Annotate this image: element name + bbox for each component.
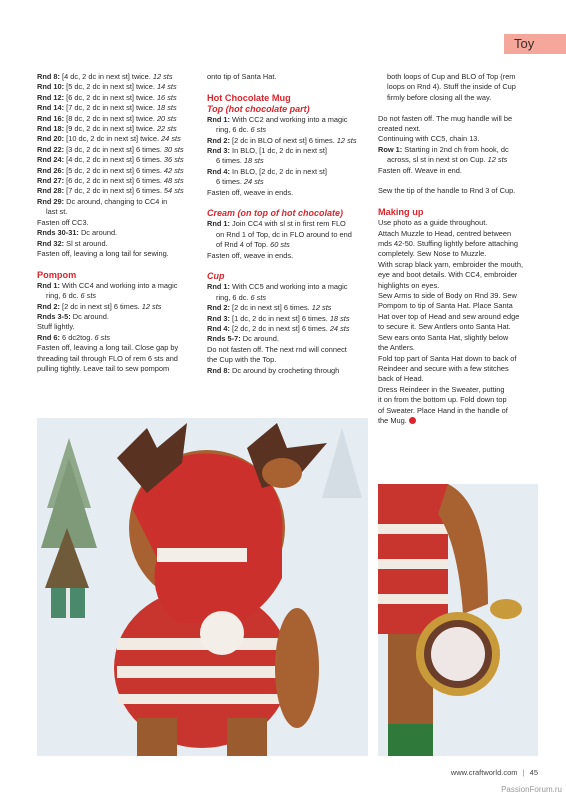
cup-subheading: Cup xyxy=(207,271,225,282)
footer-url: www.craftworld.com xyxy=(450,768,518,777)
pattern-line: firmly before closing all the way. xyxy=(387,92,492,102)
reindeer-back-illustration xyxy=(37,418,368,756)
top-subheading: Top (hot chocolate part) xyxy=(207,103,310,114)
pattern-line: Fasten off, weave in ends. xyxy=(207,187,294,197)
pattern-line: Rnd 20: [10 dc, 2 dc in next st] twice. 24 sts xyxy=(37,134,181,144)
pattern-line: Sew the tip of the handle to Rnd 3 of Cup. xyxy=(378,186,516,196)
page-footer xyxy=(451,768,538,777)
cream-subheading: Cream (on top of hot chocolate) xyxy=(207,208,343,219)
pattern-line: Rnds 30-31: Dc around. xyxy=(37,228,118,238)
end-mark-icon xyxy=(409,417,416,424)
pattern-line: Rnd 4: In BLO, [2 dc, 2 dc in next st] xyxy=(207,166,327,176)
pattern-line: Rnd 3: In BLO, [1 dc, 2 dc in next st] xyxy=(207,146,327,156)
pattern-line: Rnd 1: With CC5 and working into a magic xyxy=(207,282,348,292)
pattern-line: the Mug. xyxy=(378,416,538,426)
pattern-line: created next. xyxy=(378,124,421,134)
pattern-line: Rnd 4: [2 dc, 2 dc in next st] 6 times. 24 sts xyxy=(207,324,350,334)
pattern-line: Stuff lightly. xyxy=(37,322,75,332)
pattern-line: Rnd 6: 6 dc2tog. 6 sts xyxy=(37,332,111,342)
pattern-line: back of Head. xyxy=(378,374,424,384)
pattern-line: Do not fasten off. The next rnd will connect xyxy=(207,344,347,354)
pattern-line: Rnd 28: [7 dc, 2 dc in next st] 6 times. 54 sts xyxy=(37,186,184,196)
pattern-line: across, sl st in next st on Cup. 12 sts xyxy=(387,155,508,165)
pattern-line: Continuing with CC5, chain 13. xyxy=(378,134,480,144)
pattern-line: Rnd 22: [3 dc, 2 dc in next st] 6 times. 30 sts xyxy=(37,144,184,154)
pattern-line: loops on Rnd 4). Stuff the inside of Cup xyxy=(387,82,516,92)
pattern-line: Dress Reindeer in the Sweater, putting xyxy=(378,384,505,394)
pattern-line: Fasten off, weave in ends. xyxy=(207,250,294,260)
pattern-line: last st. xyxy=(46,207,68,217)
footer-separator: | xyxy=(522,768,525,777)
pattern-line: Pompom to tip of Santa Hat. Place Santa xyxy=(378,301,513,311)
pattern-line: Rnd 14: [7 dc, 2 dc in next st] twice. 18 sts xyxy=(37,103,177,113)
pattern-line: of Rnd 4 of Top. 60 sts xyxy=(216,240,290,250)
pattern-line: Attach Muzzle to Head, centred between xyxy=(378,228,512,238)
pattern-line: Rnd 1: Join CC4 with sl st in first rem FLO xyxy=(207,219,346,229)
pattern-line: of Sweater. Place Hand in the handle of xyxy=(378,405,508,415)
pattern-line: 6 times. 24 sts xyxy=(216,177,264,187)
section-tab: Toy xyxy=(504,34,566,54)
pattern-line: onto tip of Santa Hat. xyxy=(207,72,277,81)
column-1 xyxy=(37,72,199,374)
pattern-line: the Cup with the Top. xyxy=(207,355,277,365)
pattern-line: Rnd 2: [2 dc in BLO of next st] 6 times. 12 sts xyxy=(207,135,357,145)
column-3 xyxy=(378,72,538,426)
watermark: PassionForum.ru xyxy=(501,785,562,794)
pattern-line: Fasten off, leaving a long tail. Close gap by xyxy=(37,343,179,353)
pattern-line: ring, 6 dc. 6 sts xyxy=(216,125,267,135)
pattern-line: Fold top part of Santa Hat down to back of xyxy=(378,353,517,363)
pattern-line: Rnd 1: With CC2 and working into a magic xyxy=(207,114,348,124)
pompom-heading: Pompom xyxy=(37,269,77,280)
column-2 xyxy=(207,72,370,376)
reindeer-back-photo xyxy=(37,418,368,756)
pattern-line: threading tail through FLO of rem 6 sts and xyxy=(37,353,178,363)
pattern-line: Rnd 16: [8 dc, 2 dc in next st] twice. 20 sts xyxy=(37,113,177,123)
pattern-line: Rnd 8: Dc around by crocheting through xyxy=(207,365,340,375)
pattern-line: on Rnd 1 of Top, dc in FLO around to end xyxy=(216,229,352,239)
page-number: 45 xyxy=(529,768,538,777)
pattern-line: Rnd 32: Sl st around. xyxy=(37,238,108,248)
pattern-line: it on from the bottom up. Fold down top xyxy=(378,395,507,405)
pattern-line: Sew Arms to side of Body on Rnd 39. Sew xyxy=(378,291,517,301)
pattern-line: With scrap black yarn, embroider the mouth, xyxy=(378,259,523,269)
making-up-heading: Making up xyxy=(378,207,424,218)
pattern-line: to secure it. Sew Antlers onto Santa Hat. xyxy=(378,322,511,332)
pattern-line: Rnd 2: [2 dc in next st] 6 times. 12 sts xyxy=(207,303,332,313)
pattern-line: Rnds 3-5: Dc around. xyxy=(37,311,109,321)
pattern-line: Rnd 2: [2 dc in next st] 6 times. 12 sts xyxy=(37,301,162,311)
pattern-line: both loops of Cup and BLO of Top (rem xyxy=(387,72,516,81)
pattern-line: ring, 6 dc. 6 sts xyxy=(46,291,97,301)
pattern-line: Fasten off. Weave in end. xyxy=(378,165,462,175)
pattern-line: Rnd 24: [4 dc, 2 dc in next st] 6 times. 36 sts xyxy=(37,155,184,165)
pattern-line: completely. Sew Nose to Muzzle. xyxy=(378,249,487,259)
mug-closeup-illustration xyxy=(378,484,538,756)
pattern-line: Hat over top of Head and sew around edge xyxy=(378,311,520,321)
pattern-line: mds 42-50. Stuffing lightly before attaching xyxy=(378,239,518,249)
pattern-line: the Antlers. xyxy=(378,343,415,353)
pattern-line: Rnd 29: Dc around, changing to CC4 in xyxy=(37,196,168,206)
pattern-line: Use photo as a guide throughout. xyxy=(378,218,488,228)
pattern-line: pulling tightly. Leave tail to sew pompom xyxy=(37,363,170,373)
pattern-line: Rnd 10: [5 dc, 2 dc in next st] twice. 14 sts xyxy=(37,82,177,92)
pattern-line: Fasten off, leaving a long tail for sewing. xyxy=(37,248,169,258)
pattern-line: Fasten off CC3. xyxy=(37,217,89,227)
mug-closeup-photo xyxy=(378,484,538,756)
pattern-line: 6 times. 18 sts xyxy=(216,156,264,166)
pattern-line: Rnd 27: [6 dc, 2 dc in next st] 6 times. 48 sts xyxy=(37,176,184,186)
pattern-line: Sew ears onto Santa Hat, slightly below xyxy=(378,332,509,342)
pattern-line: Rnd 26: [5 dc, 2 dc in next st] 6 times. 42 sts xyxy=(37,165,184,175)
pattern-line: Rnd 3: [1 dc, 2 dc in next st] 6 times. 18 sts xyxy=(207,313,350,323)
mug-heading: Hot Chocolate Mug xyxy=(207,92,291,103)
pattern-line: Reindeer and secure with a few stitches xyxy=(378,363,509,373)
pattern-line: Do not fasten off. The mug handle will be xyxy=(378,113,513,123)
pattern-line: highlights on eyes. xyxy=(378,280,440,290)
pattern-line: Row 1: Starting in 2nd ch from hook, dc xyxy=(378,144,509,154)
pattern-line: eye and boot details. With CC4, embroider xyxy=(378,270,518,280)
pattern-line: Rnds 5-7: Dc around. xyxy=(207,334,279,344)
pattern-line: Rnd 18: [9 dc, 2 dc in next st] twice. 22 sts xyxy=(37,124,177,134)
pattern-line: Rnd 1: With CC4 and working into a magic xyxy=(37,280,178,290)
pattern-line: ring, 6 dc. 6 sts xyxy=(216,292,267,302)
pattern-line: Rnd 8: [4 dc, 2 dc in next st] twice. 12 sts xyxy=(37,72,173,81)
pattern-line: Rnd 12: [6 dc, 2 dc in next st] twice. 16 sts xyxy=(37,92,177,102)
